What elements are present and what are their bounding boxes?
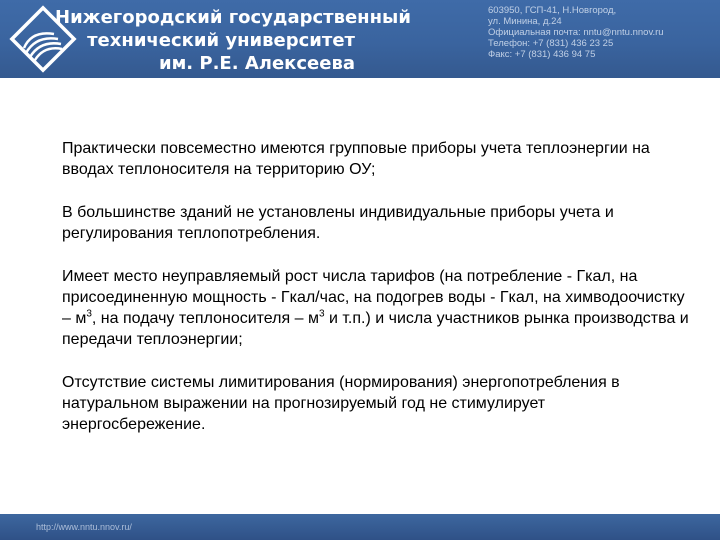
- university-name-line-3: им. Р.Е. Алексеева: [158, 53, 355, 74]
- slide-header: [0, 0, 720, 78]
- contact-fax: Факс: +7 (831) 436 94 75: [488, 49, 596, 60]
- contact-info: [488, 5, 713, 60]
- footer-url[interactable]: http://www.nntu.nnov.ru/: [36, 522, 132, 532]
- university-name: [55, 6, 411, 75]
- contact-address: 603950, ГСП-41, Н.Новгород,: [488, 5, 617, 16]
- contact-street: ул. Минина, д.24: [488, 16, 562, 27]
- university-name-line-2: технический университет: [87, 30, 355, 51]
- paragraph-3-text-a: Имеет место неуправляемый рост числа тарифов (на потребление - Гкал, на присоединенную мощность - Гкал/час, на подогрев воды - Гкал, на химводоочистку – м: [62, 268, 685, 327]
- paragraph-3-text-c: и т.п.) и числа участников рынка производства и передачи теплоэнергии;: [62, 310, 689, 348]
- paragraph-4: Отсутствие системы лимитирования (нормирования) энергопотребления в натуральном выражении на прогнозируемый год не стимулирует энергосбережение.: [62, 374, 620, 433]
- paragraph-3: [62, 266, 692, 350]
- slide-body: [62, 138, 692, 457]
- slide-footer: [0, 514, 720, 540]
- paragraph-1: Практически повсеместно имеются групповые приборы учета теплоэнергии на вводах теплоносителя на территорию ОУ;: [62, 140, 650, 178]
- superscript-3-a: 3: [86, 308, 92, 320]
- university-name-line-1: Нижегородский государственный: [55, 7, 411, 28]
- superscript-3-b: 3: [318, 308, 325, 320]
- paragraph-3-text-b: , на подачу теплоносителя – м: [91, 310, 319, 327]
- contact-phone: Телефон: +7 (831) 436 23 25: [488, 38, 614, 49]
- paragraph-2: В большинстве зданий не установлены индивидуальные приборы учета и регулирования теплопотребления.: [62, 204, 614, 242]
- contact-email: Официальная почта: nntu@nntu.nnov.ru: [488, 27, 664, 38]
